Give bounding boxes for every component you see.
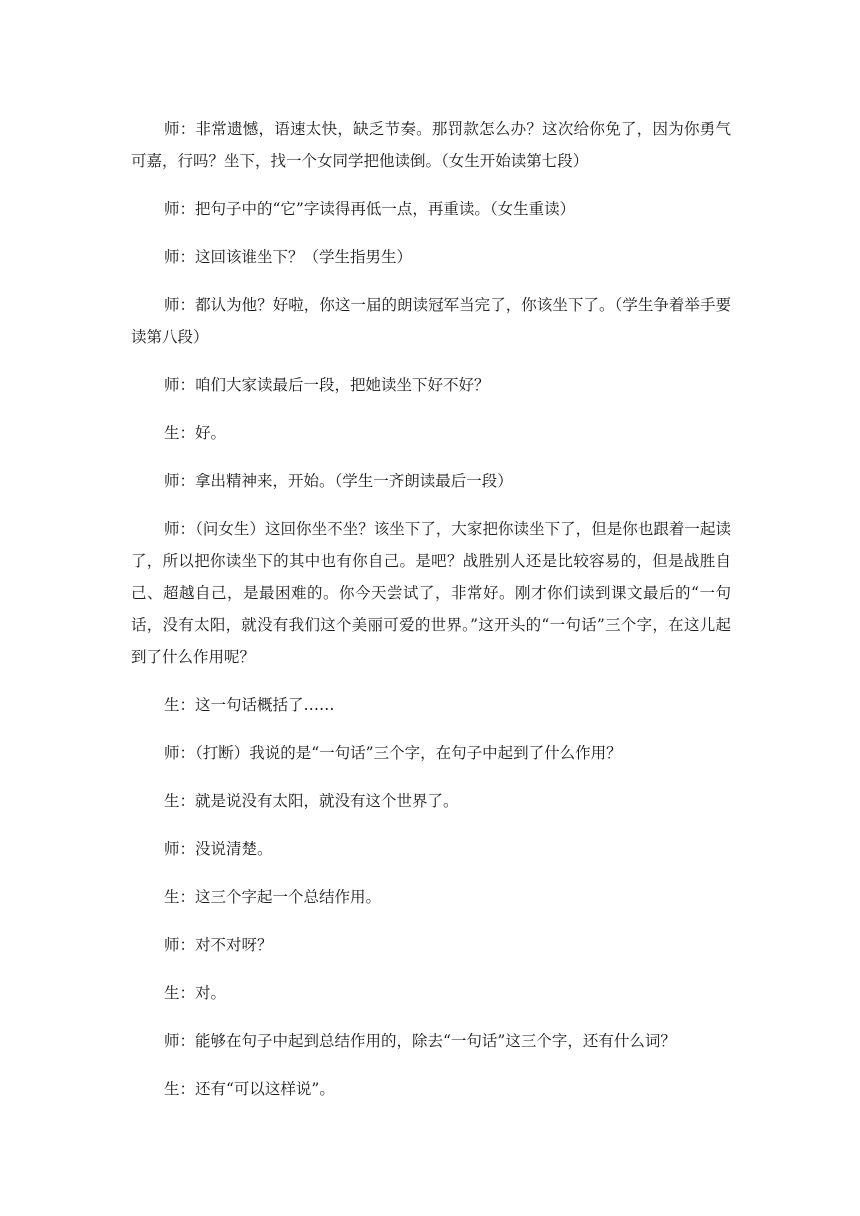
paragraph-12: 师：没说清楚。 [164,840,273,858]
paragraph-16: 师：能够在句子中起到总结作用的，除去“一句话”这三个字，还有什么词？ [164,1032,676,1050]
paragraph-9: 生：这一句话概括了…… [164,696,335,714]
paragraph-8: 师：（问女生）这回你坐不坐？该坐下了，大家把你读坐下了，但是你也跟着一起读了，所以把你读坐下的其中也有你自己。是吧？战胜别人还是比较容易的，但是战胜自己、超越自己，是最困难的。你今天尝试了，非常好。刚才你们读到课文最后的“一句话，没有太阳，就没有我们这个美丽可爱的世界。”这开头的“一句话”三个字，在这儿起到了什么作用呢？ [131,520,731,666]
paragraph-1: 师：非常遗憾，语速太快，缺乏节奏。那罚款怎么办？这次给你免了，因为你勇气可嘉，行吗？坐下，找一个女同学把他读倒。（女生开始读第七段） [131,120,731,170]
paragraph-7: 师：拿出精神来，开始。（学生一齐朗读最后一段） [164,472,513,490]
paragraph-5: 师：咱们大家读最后一段，把她读坐下好不好？ [164,376,490,394]
paragraph-3: 师：这回该谁坐下？（学生指男生） [164,248,413,266]
paragraph-15: 生：对。 [164,984,227,1002]
document-body [131,113,731,1121]
paragraph-4: 师：都认为他？好啦，你这一届的朗读冠军当完了，你该坐下了。（学生争着举手要读第八段） [131,296,731,346]
paragraph-10: 师：（打断）我说的是“一句话”三个字，在句子中起到了什么作用？ [164,744,622,762]
paragraph-14: 师：对不对呀？ [164,936,273,954]
paragraph-13: 生：这三个字起一个总结作用。 [164,888,382,906]
paragraph-11: 生：就是说没有太阳，就没有这个世界了。 [164,792,459,810]
paragraph-6: 生：好。 [164,424,227,442]
paragraph-17: 生：还有“可以这样说”。 [164,1080,335,1098]
paragraph-2: 师：把句子中的“它”字读得再低一点，再重读。（女生重读） [164,200,576,218]
